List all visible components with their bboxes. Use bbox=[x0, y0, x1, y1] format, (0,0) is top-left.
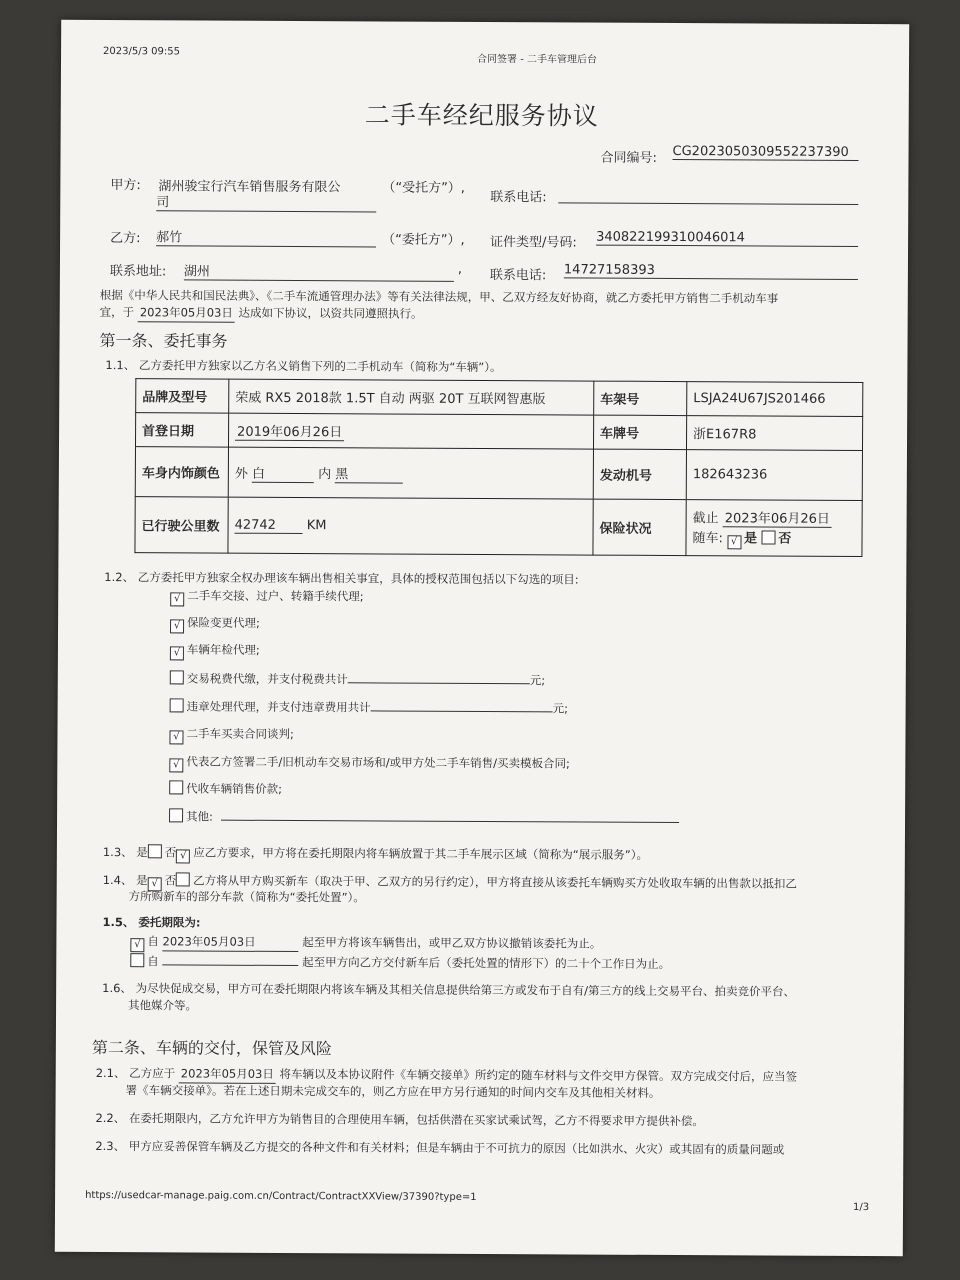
auth-item-checkbox[interactable] bbox=[170, 670, 184, 684]
intro-line2: 宜，于 2023年05月03日 达成如下协议，以资共同遵照执行。 bbox=[99, 304, 423, 321]
party-b-phone-value: 14727158393 bbox=[564, 262, 858, 280]
clause-1-6-line2: 其他媒介等。 bbox=[128, 998, 198, 1013]
contract-no-label: 合同编号: bbox=[600, 150, 657, 166]
contract-no-value: CG2023050309552237390 bbox=[673, 144, 859, 161]
clause-1-2: 1.2、 乙方委托甲方独家全权办理该车辆出售相关事宜，具体的授权范围包括以下勾选的项目: bbox=[104, 570, 579, 587]
party-b-address-value: 湖州 bbox=[184, 260, 454, 281]
party-b-id-value: 340822199310046014 bbox=[596, 230, 858, 247]
auth-item: √ 车辆年检代理; bbox=[170, 641, 260, 660]
vin-value: LSJA24U67JS201466 bbox=[687, 382, 863, 417]
clause-2-3: 2.3、 甲方应妥善保管车辆及乙方提交的各种文件和有关材料；但是车辆由于不可抗力的原因（比如洪水、火灾）或其固有的质量问题或 bbox=[95, 1138, 785, 1157]
vehicle-table: 品牌及型号 荣威 RX5 2018款 1.5T 自动 两驱 20T 互联网智惠版 车架号 LSJA24U67JS201466 首登日期 2019年06月26日 车牌号 浙E167R8 车身内饰颜色 外 白 内 黑 发动机号 182643236 已行驶公里数 42742 KM 保险状况 截止 2023年06月26日 随车: √ 是 否 bbox=[134, 378, 863, 557]
party-b-phone-label: 联系电话: bbox=[489, 268, 547, 284]
intro-line1: 根据《中华人民共和国民法典》、《二手车流通管理办法》等有关法律法规，甲、乙双方经友好协商，就乙方委托甲方销售二手机动车事 bbox=[99, 287, 779, 306]
auth-item: √ 二手车买卖合同谈判; bbox=[169, 725, 293, 745]
brand-label: 品牌及型号 bbox=[136, 379, 229, 413]
auth-item-checkbox[interactable]: √ bbox=[169, 758, 183, 772]
auth-item-checkbox[interactable]: √ bbox=[170, 619, 184, 633]
clause-2-1-line1: 2.1、 乙方应于 2023年05月03日 将车辆以及本协议附件《车辆交接单》所约定的随车材料与文件交甲方保管。双方完成交付后，应当签 bbox=[95, 1065, 798, 1084]
interior-color: 黑 bbox=[335, 463, 403, 483]
auth-item: 交易税费代缴，并支付税费共计 元; bbox=[170, 669, 545, 688]
mileage-value: 42742 bbox=[235, 517, 303, 533]
document-title: 二手车经纪服务协议 bbox=[364, 100, 599, 131]
section1-title: 第一条、委托事务 bbox=[99, 330, 228, 351]
party-a-phone-label: 联系电话: bbox=[490, 190, 547, 206]
with-car-no-checkbox[interactable] bbox=[761, 530, 775, 544]
print-url: https://usedcar-manage.paig.com.cn/Contract/ContractXXView/37390?type=1 bbox=[85, 1189, 477, 1203]
mileage-unit: KM bbox=[306, 517, 327, 533]
exterior-color: 白 bbox=[252, 462, 314, 482]
clause-1-6-line1: 1.6、 为尽快促成交易，甲方可在委托期限内将该车辆及其相关信息提供给第三方或发布于自有/第三方的线上交易平台、拍卖竞价平台、 bbox=[102, 981, 796, 999]
party-a-role: （“受托方”）, bbox=[382, 180, 466, 196]
auth-item: √ 保险变更代理; bbox=[170, 614, 260, 633]
delivery-date: 2023年05月03日 bbox=[179, 1065, 276, 1083]
auth-item-checkbox[interactable]: √ bbox=[169, 730, 183, 744]
clause-1-4-no-checkbox[interactable] bbox=[176, 872, 190, 886]
party-a-label: 甲方: bbox=[110, 178, 141, 194]
section2-title: 第二条、车辆的交付，保管及风险 bbox=[91, 1037, 332, 1059]
reg-date-label: 首登日期 bbox=[135, 413, 228, 447]
auth-item-checkbox[interactable] bbox=[170, 698, 184, 712]
print-page-number: 1/3 bbox=[852, 1201, 870, 1214]
mileage-label: 已行驶公里数 bbox=[135, 497, 228, 553]
with-car-yes-checkbox[interactable]: √ bbox=[727, 535, 741, 549]
auth-item-checkbox[interactable]: √ bbox=[170, 592, 184, 606]
auth-item: √ 代表乙方签署二手/旧机动车交易市场和/或甲方处二手车销售/买卖模板合同; bbox=[169, 753, 570, 774]
party-a-name-line1: 湖州骏宝行汽车销售服务有限公 bbox=[158, 179, 341, 196]
insurance-until: 2023年06月26日 bbox=[723, 507, 832, 528]
contract-paper bbox=[55, 20, 909, 1256]
auth-item: √ 二手车交接、过户、转籍手续代理; bbox=[170, 587, 363, 607]
party-b-name: 郝竹 bbox=[156, 226, 376, 247]
clause-2-2: 2.2、 在委托期限内，乙方允许甲方为销售目的合理使用车辆，包括供潜在买家试乘试驾，乙方不得要求甲方提供补偿。 bbox=[95, 1110, 704, 1129]
engine-label: 发动机号 bbox=[593, 449, 686, 499]
clause-1-3-no-checkbox[interactable]: √ bbox=[176, 849, 190, 863]
party-b-id-label: 证件类型/号码: bbox=[490, 235, 577, 251]
clause-1-3: 1.3、 是 否 √ 应乙方要求，甲方将在委托期限内将车辆放置于其二手车展示区域（简称为“展示服务”）。 bbox=[102, 845, 649, 862]
term-start-date: 2023年05月03日 bbox=[163, 933, 299, 951]
auth-item: 其他: bbox=[169, 807, 679, 827]
clause-1-4-line2: 方所购新车的部分车款（简称为“委托处置”）。 bbox=[128, 889, 365, 905]
term-option-2: 自 起至甲方向乙方交付新车后（委托处置的情形下）的二十个工作日为止。 bbox=[130, 952, 670, 972]
party-a-phone-value bbox=[558, 186, 858, 205]
party-b-label: 乙方: bbox=[110, 231, 141, 247]
brand-value: 荣威 RX5 2018款 1.5T 自动 两驱 20T 互联网智惠版 bbox=[229, 379, 594, 415]
plate-value: 浙E167R8 bbox=[686, 416, 862, 451]
term-option-1-checkbox[interactable]: √ bbox=[130, 938, 144, 952]
color-label: 车身内饰颜色 bbox=[135, 447, 228, 497]
plate-label: 车牌号 bbox=[593, 415, 686, 449]
auth-item-checkbox[interactable] bbox=[169, 780, 183, 794]
auth-item: 代收车辆销售价款; bbox=[169, 780, 282, 797]
clause-1-1: 1.1、 乙方委托甲方独家以乙方名义销售下列的二手机动车（简称为“车辆”）。 bbox=[105, 358, 502, 375]
print-page-title: 合同签署 - 二手车管理后台 bbox=[477, 53, 598, 66]
party-b-address-comma: , bbox=[457, 261, 463, 277]
print-datetime: 2023/5/3 09:55 bbox=[103, 46, 181, 58]
auth-item: 违章处理代理，并支付违章费用共计 元; bbox=[170, 697, 568, 716]
clause-1-5-title: 1.5、 委托期限为: bbox=[102, 915, 201, 930]
term-option-2-checkbox[interactable] bbox=[130, 953, 144, 967]
intro-date: 2023年05月03日 bbox=[138, 304, 235, 322]
reg-date-value: 2019年06月26日 bbox=[235, 420, 344, 441]
insurance-label: 保险状况 bbox=[593, 499, 686, 555]
term-option-1: √ 自 2023年05月03日 起至甲方将该车辆售出，或甲乙双方协议撤销该委托为止。 bbox=[130, 933, 601, 954]
party-a-name-line2: 司 bbox=[156, 191, 376, 212]
engine-value: 182643236 bbox=[686, 450, 862, 501]
vin-label: 车架号 bbox=[594, 381, 687, 415]
clause-1-3-yes-checkbox[interactable] bbox=[148, 844, 162, 858]
auth-item-checkbox[interactable]: √ bbox=[170, 646, 184, 660]
party-b-address-label: 联系地址: bbox=[109, 264, 167, 280]
party-b-role: （“委托方”）, bbox=[382, 232, 465, 248]
auth-item-checkbox[interactable] bbox=[169, 808, 183, 822]
clause-1-4-yes-checkbox[interactable]: √ bbox=[148, 877, 162, 891]
clause-1-4-line1: 1.4、 是 √ 否 乙方将从甲方购买新车（取决于甲、乙双方的另行约定），甲方将直接从该委托车辆购买方处收取车辆的出售款以抵扣乙 bbox=[102, 873, 797, 891]
clause-2-1-line2: 署《车辆交接单》。若在上述日期未完成交车的，则乙方应在甲方另行通知的时间内交车及其他相关材料。 bbox=[125, 1083, 661, 1100]
